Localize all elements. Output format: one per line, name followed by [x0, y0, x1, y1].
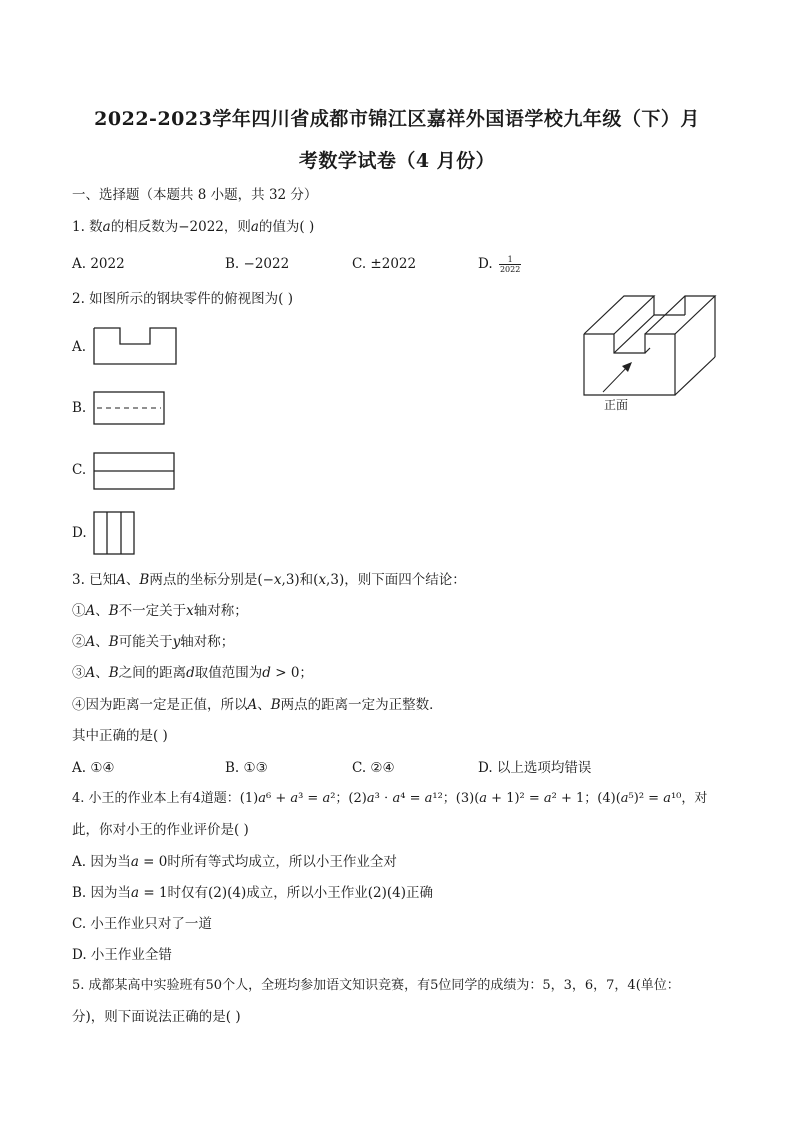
q4-option-d: D. 小王作业全错 [72, 947, 172, 963]
q4-option-c: C. 小王作业只对了一道 [72, 916, 212, 932]
q1-option-d-label: D. [478, 256, 493, 272]
q4-option-b: B. 因为当𝑎 = 1时仅有(2)(4)成立，所以小王作业(2)(4)正确 [72, 885, 434, 901]
q3-statement-3: ③𝐴、𝐵之间的距离𝑑取值范围为𝑑 > 0； [72, 665, 313, 681]
q5-stem-line-1: 5. 成都某高中实验班有50个人，全班均参加语文知识竞赛，有5位同学的成绩为：5，3，6，7，4(单位： [72, 978, 680, 993]
q2-option-d-figure [93, 511, 137, 557]
q2-option-d-label: D. [72, 525, 87, 541]
section-heading: 一、选择题（本题共 8 小题，共 32 分） [72, 187, 318, 203]
q3-ask: 其中正确的是( ) [72, 728, 168, 744]
exam-title-line-2: 考数学试卷（4 月份） [298, 150, 496, 172]
q2-stem: 2. 如图所示的钢块零件的俯视图为( ) [72, 291, 293, 307]
q1-d-numerator: 1 [499, 255, 521, 265]
q3-option-a: A. ①④ [72, 760, 115, 776]
q1-option-b: B. −2022 [225, 256, 290, 272]
q4-stem-line-2: 此，你对小王的作业评价是( ) [72, 822, 249, 838]
q2-option-a-label: A. [72, 339, 87, 355]
q2-front-label: 正面 [604, 398, 629, 412]
q2-option-b-label: B. [72, 400, 87, 416]
q3-statement-1: ①𝐴、𝐵不一定关于𝑥轴对称； [72, 603, 248, 619]
q4-option-a: A. 因为当𝑎 = 0时所有等式均成立，所以小王作业全对 [72, 854, 397, 870]
q2-option-a-figure [93, 325, 179, 367]
q3-option-c: C. ②④ [352, 760, 395, 776]
q2-steel-block-figure [578, 292, 724, 417]
q3-stem: 3. 已知𝐴、𝐵两点的坐标分别是(−𝑥,3)和(𝑥,3)，则下面四个结论： [72, 572, 466, 588]
q2-option-b-figure [93, 391, 167, 427]
q2-option-c-figure [93, 452, 177, 492]
q3-statement-2: ②𝐴、𝐵可能关于𝑦轴对称； [72, 634, 235, 650]
q3-option-d: D. 以上选项均错误 [478, 760, 592, 776]
q1-stem: 1. 数𝑎的相反数为−2022，则𝑎的值为( ) [72, 219, 315, 235]
q5-stem-line-2: 分)，则下面说法正确的是( ) [72, 1009, 241, 1025]
q1-option-c: C. ±2022 [352, 256, 417, 272]
exam-title-line-1: 2022-2023学年四川省成都市锦江区嘉祥外国语学校九年级（下）月 [94, 108, 700, 130]
q1-option-d-fraction [499, 255, 521, 274]
q1-option-d [478, 255, 521, 274]
q1-d-denominator: 2022 [499, 265, 521, 274]
q4-stem-line-1: 4. 小王的作业本上有4道题：(1)𝑎⁶ + 𝑎³ = 𝑎²；(2)𝑎³ ⋅ 𝑎⁴ = 𝑎¹²；(3)(𝑎 + 1)² = 𝑎² + 1；(4)(𝑎⁵)² = 𝑎¹⁰，对 [72, 791, 708, 806]
q1-option-a: A. 2022 [72, 256, 125, 272]
q2-option-c-label: C. [72, 462, 87, 478]
q3-option-b: B. ①③ [225, 760, 268, 776]
q3-statement-4: ④因为距离一定是正值，所以𝐴、𝐵两点的距离一定为正整数． [72, 697, 443, 713]
